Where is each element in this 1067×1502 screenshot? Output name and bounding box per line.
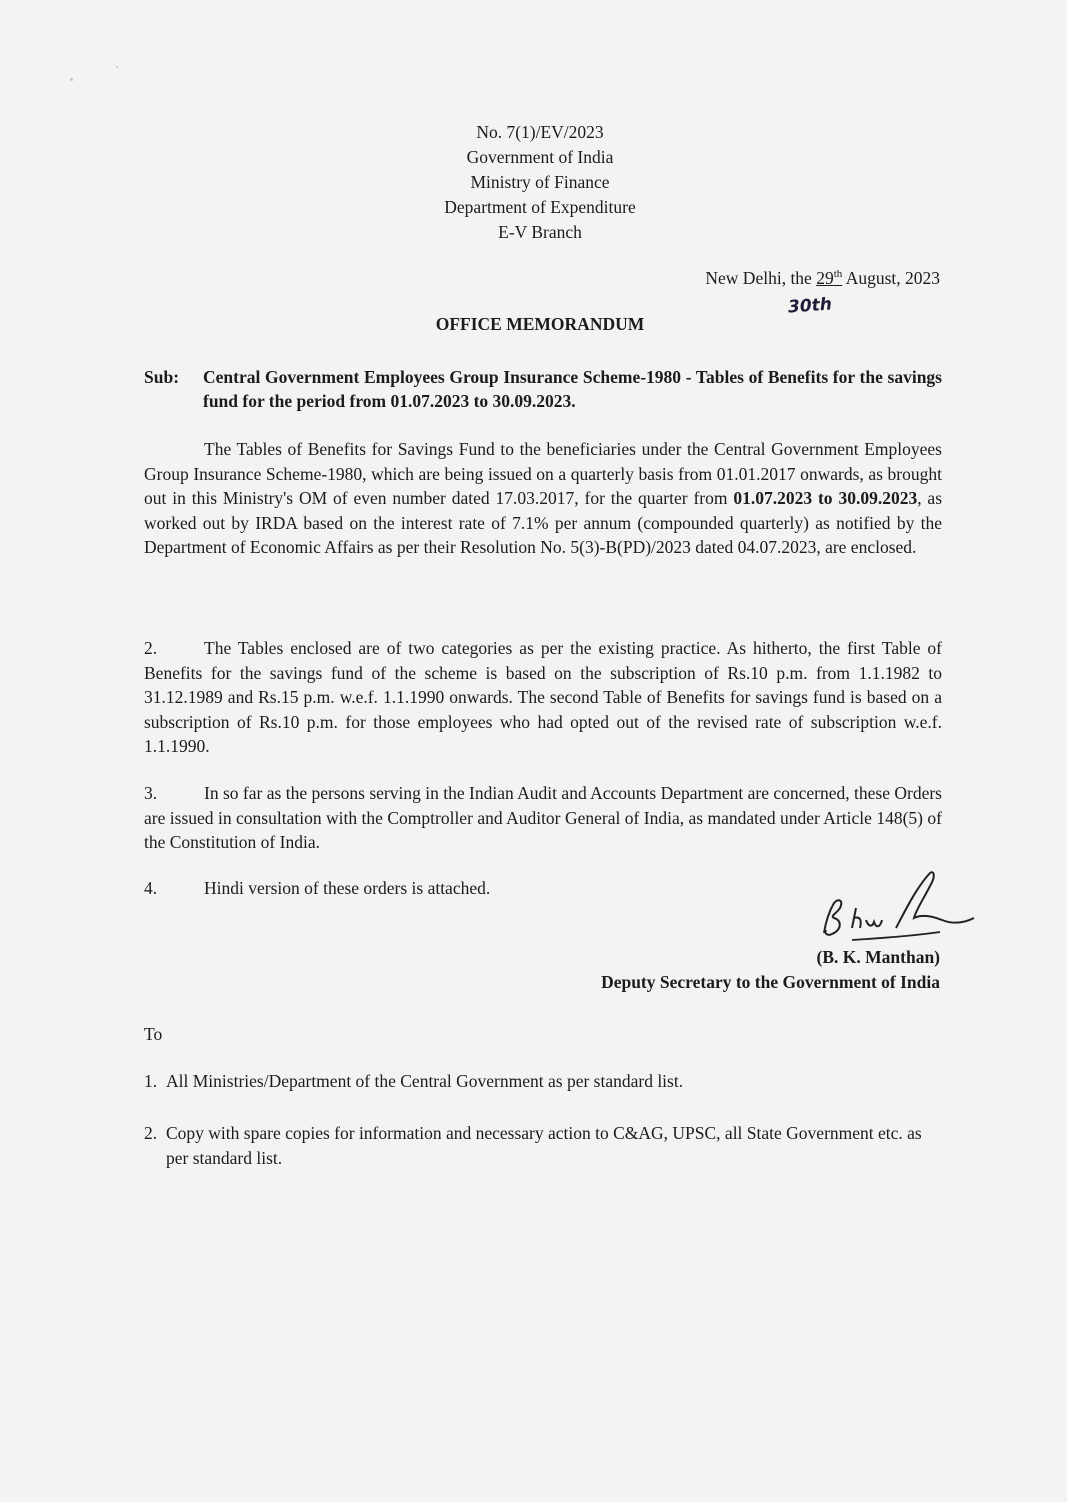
signatory-name: (B. K. Manthan) bbox=[816, 947, 940, 967]
header-ministry: Ministry of Finance bbox=[470, 172, 610, 192]
issue-date bbox=[640, 268, 940, 289]
paragraph-2: 2. The Tables enclosed are of two categories as per the existing practice. As hitherto, the first Table of Benefits for the savings fund of the scheme is based on the subscription of Rs.10 p.m. from 1.1.1982 to 31.12.1989 and Rs.15 p.m. w.e.f. 1.1.1990 onwards. The second Table of Benefits for savings fund is based on a subscription of Rs.10 p.m. for those employees who had opted out of the revised rate of subscription w.e.f. 1.1.1990. bbox=[144, 638, 942, 757]
signature-scribble bbox=[812, 858, 982, 948]
scan-speck bbox=[116, 66, 118, 68]
header-branch: E-V Branch bbox=[498, 222, 582, 242]
date-prefix: New Delhi, the bbox=[705, 268, 812, 288]
distribution-item: 2. Copy with spare copies for information and necessary action to C&AG, UPSC, all State Government etc. as per standard list. bbox=[144, 1123, 922, 1168]
to-label: To bbox=[144, 1024, 163, 1044]
date-month-year: August, 2023 bbox=[845, 268, 940, 288]
file-number: No. 7(1)/EV/2023 bbox=[476, 122, 604, 142]
header-department: Department of Expenditure bbox=[444, 197, 636, 217]
memo-title: OFFICE MEMORANDUM bbox=[435, 314, 645, 334]
subject-text: Central Government Employees Group Insurance Scheme-1980 - Tables of Benefits for the savings fund for the period from 01.07.2023 to 30.09.2023. bbox=[203, 367, 942, 411]
subject-label: Sub: bbox=[144, 367, 180, 387]
paragraph-1: The Tables of Benefits for Savings Fund to the beneficiaries under the Central Government Employees Group Insurance Scheme-1980, which are being issued on a quarterly basis from 01.01.2017 onwards, as brought out in this Ministry's OM of even number dated 17.03.2017, for the quarter from 01.07.2023 to 30.09.2023, as worked out by IRDA based on the interest rate of 7.1% per annum (compounded quarterly) as notified by the Department of Economic Affairs as per their Resolution No. 5(3)-B(PD)/2023 dated 04.07.2023, are enclosed. bbox=[144, 439, 943, 558]
paragraph-3: 3. In so far as the persons serving in the Indian Audit and Accounts Department are concerned, these Orders are issued in consultation with the Comptroller and Auditor General of India, as mandated under Article 148(5) of the Constitution of India. bbox=[144, 783, 942, 853]
document-header bbox=[340, 120, 740, 245]
signatory-designation: Deputy Secretary to the Government of India bbox=[601, 972, 940, 992]
subject-block bbox=[144, 365, 942, 413]
scan-speck bbox=[70, 78, 73, 81]
distribution-item: 1. All Ministries/Department of the Central Government as per standard list. bbox=[144, 1071, 684, 1091]
paragraph-4: 4. Hindi version of these orders is attached. bbox=[144, 878, 491, 898]
signatory-block bbox=[540, 945, 940, 995]
handwritten-date-correction: 30th bbox=[787, 294, 833, 318]
date-day: 29th bbox=[816, 268, 843, 288]
header-government: Government of India bbox=[466, 147, 614, 167]
